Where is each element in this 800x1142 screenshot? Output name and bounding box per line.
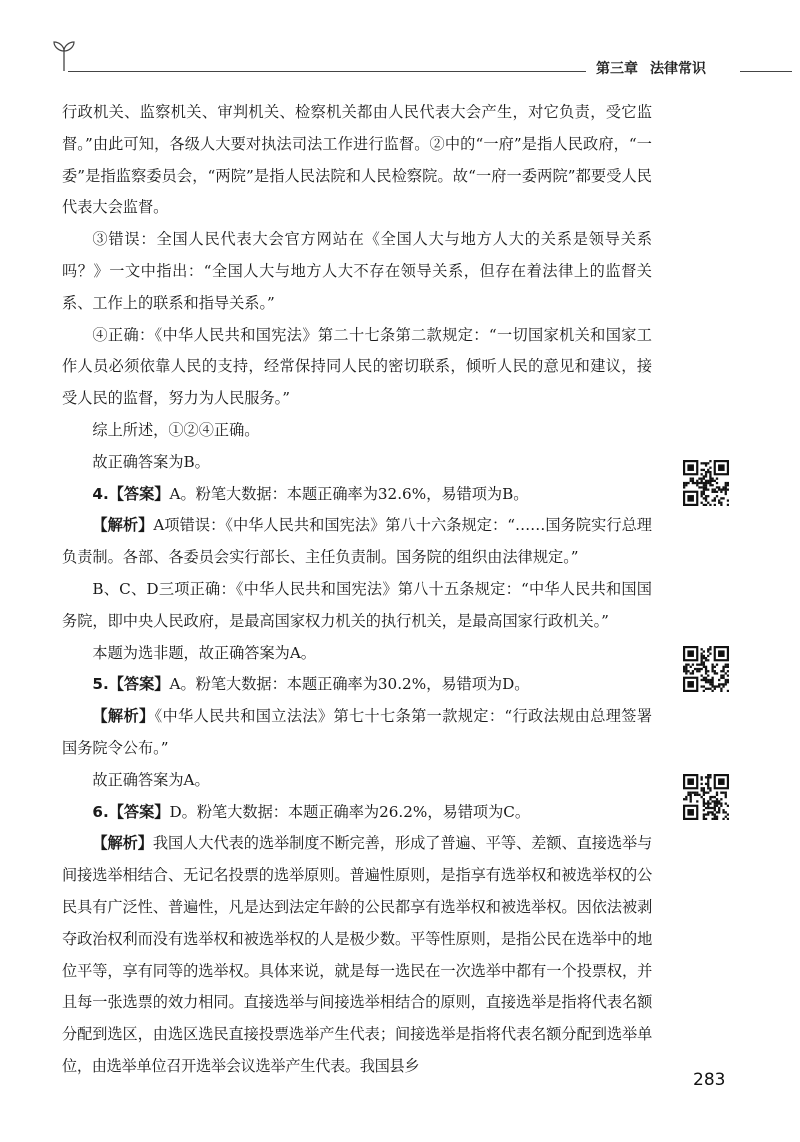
analysis-6: 【解析】我国人大代表的选举制度不断完善，形成了普遍、平等、差额、直接选举与间接选举相结合、无记名投票的选举原则。普遍性原则，是指享有选举权和被选举权的公民具有广泛性、普遍性，凡是达到法定年龄的公民都享有选举权和被选举权。因依法被剥夺政治权利而没有选举权和被选举权的人是极少数。平等性原则，是指公民在选举中的地位平等，享有同等的选举权。具体来说，就是每一选民在一次选举中都有一个投票权，并且每一张选票的效力相同。直接选举与间接选举相结合的原则，直接选举是指将代表名额分配到选区，由选区选民直接投票选举产生代表；间接选举是指将代表名额分配到选举单位，由选举单位召开选举会议选举产生代表。我国县乡 bbox=[62, 834, 652, 1075]
paragraph: 故正确答案为B。 bbox=[92, 452, 210, 471]
answer-6: 6.【答案】D。粉笔大数据：本题正确率为26.2%，易错项为C。 bbox=[92, 802, 531, 821]
chapter-title: 法律常识 bbox=[650, 61, 706, 77]
paragraph: 综上所述，①②④正确。 bbox=[92, 420, 260, 439]
paragraph: 本题为选非题，故正确答案为A。 bbox=[92, 643, 316, 662]
qr-code-icon[interactable] bbox=[683, 774, 729, 820]
answer-label: 6.【答案】 bbox=[92, 802, 170, 821]
sprout-icon bbox=[52, 38, 76, 72]
qr-code-image bbox=[683, 646, 729, 692]
analysis-label: 【解析】 bbox=[92, 834, 153, 853]
chapter-number: 第三章 bbox=[596, 61, 638, 77]
qr-code-icon[interactable] bbox=[683, 460, 729, 506]
answer-4: 4.【答案】A。粉笔大数据：本题正确率为32.6%，易错项为B。 bbox=[92, 484, 529, 503]
page-header bbox=[0, 0, 800, 90]
qr-code-image bbox=[683, 774, 729, 820]
qr-code-icon[interactable] bbox=[683, 646, 729, 692]
page-number: 283 bbox=[693, 1070, 726, 1090]
paragraph: 故正确答案为A。 bbox=[92, 770, 210, 789]
paragraph: B、C、D三项正确：《中华人民共和国宪法》第八十五条规定：“中华人民共和国国务院，即中央人民政府，是最高国家权力机关的执行机关，是最高国家行政机关。” bbox=[62, 579, 652, 630]
qr-code-image bbox=[683, 460, 729, 506]
analysis-label: 【解析】 bbox=[92, 516, 154, 535]
paragraph: ③错误：全国人民代表大会官方网站在《全国人大与地方人大的关系是领导关系吗？》一文中指出：“全国人大与地方人大不存在领导关系，但存在着法律上的监督关系、工作上的联系和指导关系。” bbox=[62, 230, 652, 312]
paragraph: 行政机关、监察机关、审判机关、检察机关都由人民代表大会产生，对它负责，受它监督。”由此可知，各级人大要对执法司法工作进行监督。②中的“一府”是指人民政府，“一委”是指监察委员会，“两院”是指人民法院和人民检察院。故“一府一委两院”都要受人民代表大会监督。 bbox=[62, 103, 652, 217]
analysis-4: 【解析】A项错误：《中华人民共和国宪法》第八十六条规定：“……国务院实行总理负责制。各部、各委员会实行部长、主任负责制。国务院的组织由法律规定。” bbox=[62, 516, 652, 567]
analysis-5: 【解析】《中华人民共和国立法法》第七十七条第一款规定：“行政法规由总理签署国务院令公布。” bbox=[62, 707, 653, 757]
analysis-label: 【解析】 bbox=[92, 707, 155, 726]
header-rule-left bbox=[68, 71, 586, 72]
answer-label: 4.【答案】 bbox=[92, 484, 170, 503]
chapter-heading bbox=[596, 58, 706, 78]
answer-5: 5.【答案】A。粉笔大数据：本题正确率为30.2%，易错项为D。 bbox=[92, 675, 530, 694]
body-text bbox=[62, 97, 652, 1083]
answer-label: 5.【答案】 bbox=[92, 675, 170, 694]
paragraph: ④正确：《中华人民共和国宪法》第二十七条第二款规定：“一切国家机关和国家工作人员必须依靠人民的支持，经常保持同人民的密切联系，倾听人民的意见和建议，接受人民的监督，努力为人民服务。” bbox=[62, 325, 652, 408]
header-rule-right bbox=[740, 71, 792, 72]
